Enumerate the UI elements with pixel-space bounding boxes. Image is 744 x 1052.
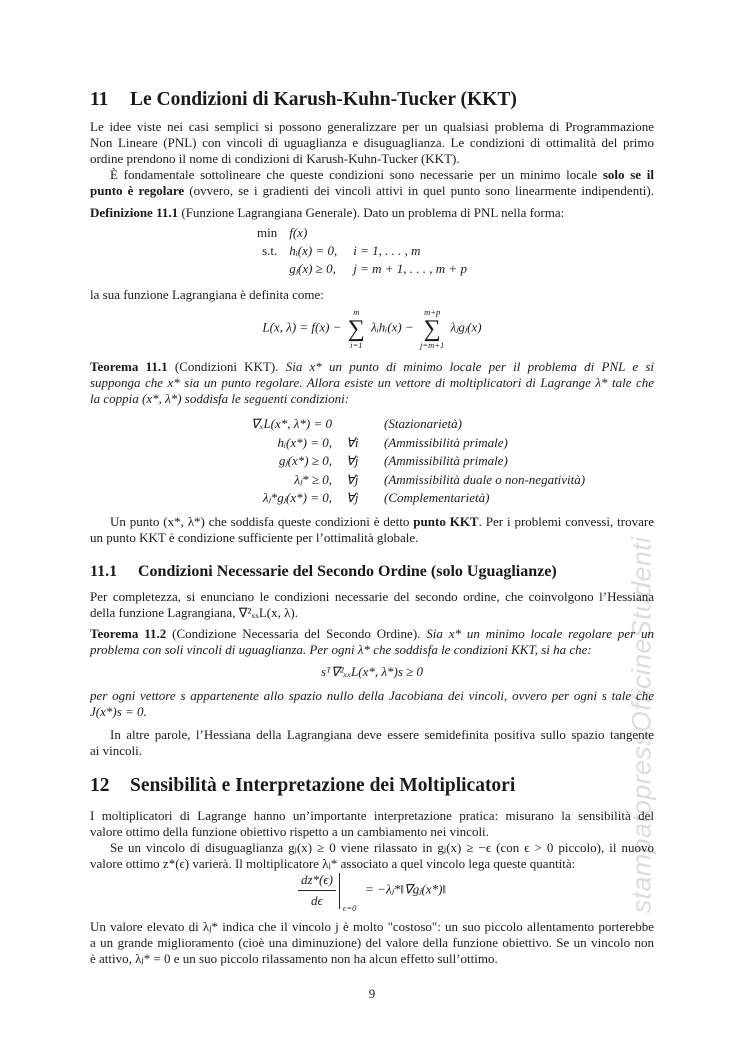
watermark: stampatopressOfficineStudenti: [626, 536, 657, 914]
hessian-formula: sᵀ∇²ₓₓL(x*, λ*)s ≥ 0: [320, 664, 424, 679]
lagrangian-intro: [90, 287, 654, 303]
section-number: 11: [90, 89, 109, 110]
italic-text: per ogni vettore s appartenente allo spazio nullo della Jacobiana dei vincoli, ovvero per ogni s tale che: [90, 688, 654, 703]
text: I moltiplicatori di Lagrange hanno un’importante interpretazione pratica: misurano la sensibilità del: [90, 808, 654, 823]
problem-index-range: j = m + 1, . . . , m + p: [353, 261, 467, 276]
condition-name: (Ammissibilità primale): [384, 453, 508, 469]
text: Se un vincolo di disuguaglianza gⱼ(x) ≥ 0 viene rilassato in gⱼ(x) ≥ −ϵ (con ϵ > 0 piccolo), il nuovo: [110, 840, 654, 855]
text: . Per i problemi convessi, trovare: [478, 514, 654, 529]
text: della funzione Lagrangiana, ∇²ₓₓL(x, λ).: [90, 605, 298, 620]
condition-expression: ∇ₓL(x*, λ*) = 0: [251, 416, 332, 431]
section-title: Sensibilità e Interpretazione dei Moltiplicatori: [130, 775, 516, 796]
lagrangian-formula: [90, 308, 654, 354]
text-line: [90, 205, 654, 221]
text-line: [90, 688, 654, 704]
sensitivity-formula: [90, 872, 654, 914]
text: un punto KKT è condizione sufficiente per l’ottimalità globale.: [90, 530, 419, 545]
bold-text: Definizione 11.1: [90, 205, 179, 220]
text-line: [90, 605, 654, 621]
formula-rhs: = −λⱼ*‖∇gⱼ(x*)‖: [365, 881, 447, 897]
sum-upper: m+p: [424, 307, 441, 317]
text-line: [90, 727, 654, 743]
condition-row: [160, 415, 585, 434]
kkt-point-paragraph: [90, 514, 654, 546]
text-line: [90, 183, 654, 199]
numerator: dz*(ϵ): [298, 872, 336, 891]
section-title: Condizioni Necessarie del Secondo Ordine (solo Uguaglianze): [138, 563, 557, 580]
problem-label: s.t.: [262, 243, 278, 258]
bold-text: solo se il: [602, 167, 654, 182]
condition-name: (Ammissibilità duale o non-negatività): [384, 471, 586, 487]
text: Un valore elevato di λⱼ* indica che il vincolo j è molto "costoso": un suo piccolo allentamento porterebbe: [90, 919, 654, 934]
text: (Funzione Lagrangiana Generale). Dato un problema di PNL nella forma:: [178, 205, 565, 220]
page-number: 9: [368, 986, 376, 1001]
theorem-11-1: [90, 359, 654, 407]
condition-quantifier: ∀j: [346, 453, 359, 469]
text: Le idee viste nei casi semplici si possono generalizzare per un qualsiasi problema di Programmazione: [90, 119, 654, 134]
nullspace-paragraph: [90, 688, 654, 720]
section-number: 12: [90, 775, 110, 796]
problem-expression: hᵢ(x) = 0,: [289, 243, 338, 258]
condition-quantifier: ∀j: [346, 471, 359, 487]
text: (Condizioni KKT).: [167, 359, 286, 374]
section-number: 11.1: [90, 563, 118, 580]
text-line: [90, 375, 654, 391]
problem-expression: f(x): [289, 225, 308, 240]
text-line: [90, 919, 654, 935]
condition-quantifier: ∀j: [346, 490, 359, 506]
lagrangian-lhs: L(x, λ) = f(x) −: [262, 319, 342, 335]
bold-text: Teorema 11.2: [90, 626, 167, 641]
problem-expression: gⱼ(x) ≥ 0,: [289, 261, 336, 276]
sum-upper: m: [353, 307, 360, 317]
condition-row: [160, 434, 585, 453]
condition-quantifier: [332, 415, 384, 434]
text-line: [90, 743, 654, 759]
condition-expression: λⱼ* ≥ 0,: [294, 471, 332, 487]
bold-text: punto KKT: [413, 514, 479, 529]
text-line: [90, 935, 654, 951]
bold-text: Teorema 11.1: [90, 359, 168, 374]
definition-11-1: [90, 205, 654, 221]
italic-text: J(x*)s = 0.: [90, 704, 147, 719]
italic-text: la coppia (x*, λ*) soddisfa le seguenti condizioni:: [90, 391, 350, 406]
condition-expression: hᵢ(x*) = 0,: [277, 434, 332, 450]
sum-lower: j=m+1: [420, 339, 445, 350]
text: a un grande miglioramento (cioè una diminuzione) del valore della funzione obiettivo. Se un vincolo non: [90, 935, 654, 950]
theorem-11-2: [90, 626, 654, 658]
intro-paragraph: [90, 119, 654, 199]
problem-index-range: i = 1, . . . , m: [353, 243, 421, 258]
lagrangian-term-2: λⱼgⱼ(x): [450, 319, 482, 335]
italic-text: Sia x* un punto di minimo locale per il problema di PNL e si: [285, 359, 654, 374]
derivative-fraction: [298, 872, 336, 909]
italic-text: problema con soli vincoli di uguaglianza. Per ogni λ* che soddisfa le condizioni KKT, si ha che:: [90, 642, 592, 657]
text: Per completezza, si enunciano le condizioni necessarie del secondo ordine, che coinvolgono l’Hessiana: [90, 589, 654, 604]
problem-index-range: [353, 224, 467, 242]
text-line: [90, 704, 654, 720]
sum-1: m ∑ i=1: [347, 307, 365, 350]
kkt-conditions: [160, 415, 585, 508]
condition-quantifier: ∀i: [346, 434, 359, 450]
text-line: [90, 135, 654, 151]
text-line: [90, 287, 654, 303]
text-line: [90, 514, 654, 530]
text: È fondamentale sottolineare che queste condizioni sono necessarie per un minimo locale: [110, 167, 603, 182]
condition-row: [160, 471, 585, 490]
text: ai vincoli.: [90, 743, 142, 758]
text: (Condizione Necessaria del Secondo Ordine).: [166, 626, 427, 641]
condition-name: (Ammissibilità primale): [384, 434, 508, 450]
condition-expression: gⱼ(x*) ≥ 0,: [278, 453, 332, 469]
text-line: [90, 626, 654, 642]
text: Non Lineare (PNL) con vincoli di uguaglianza e disuguaglianza. Le condizioni di ottimalità del primo: [90, 135, 654, 150]
text-line: [90, 824, 654, 840]
condition-name: (Stazionarietà): [384, 416, 462, 431]
sum-2: m+p ∑ j=m+1: [420, 307, 445, 350]
text-line: [90, 642, 654, 658]
sum-lower: i=1: [350, 339, 363, 350]
text-line: [90, 856, 654, 872]
evaluation-bar: [339, 873, 362, 913]
text-line: [90, 589, 654, 605]
cost-paragraph: [90, 919, 654, 967]
condition-expression: λⱼ*gⱼ(x*) = 0,: [262, 490, 332, 506]
text-line: [90, 151, 654, 167]
section-12-heading: [90, 774, 654, 798]
section-11-1-heading: [90, 562, 654, 582]
text: (ovvero, se i gradienti dei vincoli attivi in quel punto sono linearmente indipendenti).: [184, 183, 654, 198]
tangent-space-paragraph: [90, 727, 654, 759]
completeness-paragraph: [90, 589, 654, 621]
text: la sua funzione Lagrangiana è definita come:: [90, 287, 324, 302]
text: valore ottimo z*(ϵ) varierà. Il moltiplicatore λⱼ* associato a quel vincolo lega queste quantità:: [90, 856, 576, 871]
bold-text: punto è regolare: [90, 183, 185, 198]
optimization-problem: [257, 224, 467, 278]
condition-row: [160, 489, 585, 508]
problem-label: [257, 260, 289, 278]
denominator: dϵ: [311, 893, 323, 908]
text-line: [90, 530, 654, 546]
text-line: [90, 119, 654, 135]
italic-text: supponga che x* sia un punto regolare. Allora esiste un vettore di moltiplicatori di Lagrange λ* tale che: [90, 375, 654, 390]
evaluation-point: ϵ=0: [342, 902, 357, 913]
text-line: [90, 359, 654, 375]
problem-row: [257, 224, 467, 242]
text-line: [90, 391, 654, 407]
condition-name: (Complementarietà): [384, 490, 490, 506]
text-line: [90, 808, 654, 824]
text-line: [90, 951, 654, 967]
text: ordine prendono il nome di condizioni di Karush-Kuhn-Tucker (KKT).: [90, 151, 460, 166]
problem-label: min: [257, 225, 278, 240]
italic-text: Sia x* un minimo locale regolare per un: [426, 626, 654, 641]
section-title: Le Condizioni di Karush-Kuhn-Tucker (KKT): [130, 89, 517, 110]
text-line: [90, 167, 654, 183]
text: valore ottimo della funzione obiettivo rispetto a un cambiamento nei vincoli.: [90, 824, 489, 839]
lagrangian-term-1: λᵢhᵢ(x) −: [371, 319, 414, 335]
condition-row: [160, 452, 585, 471]
problem-row: [257, 242, 467, 260]
multipliers-paragraph: [90, 808, 654, 872]
problem-row: [257, 260, 467, 278]
text: In altre parole, l’Hessiana della Lagrangiana deve essere semidefinita positiva sullo spazio tangente: [110, 727, 654, 742]
section-11-heading: [90, 88, 654, 112]
text: è attivo, λⱼ* = 0 e un suo piccolo rilassamento non ha alcun effetto sull’ottimo.: [90, 951, 498, 966]
text-line: [90, 840, 654, 856]
text: Un punto (x*, λ*) che soddisfa queste condizioni è detto: [110, 514, 414, 529]
